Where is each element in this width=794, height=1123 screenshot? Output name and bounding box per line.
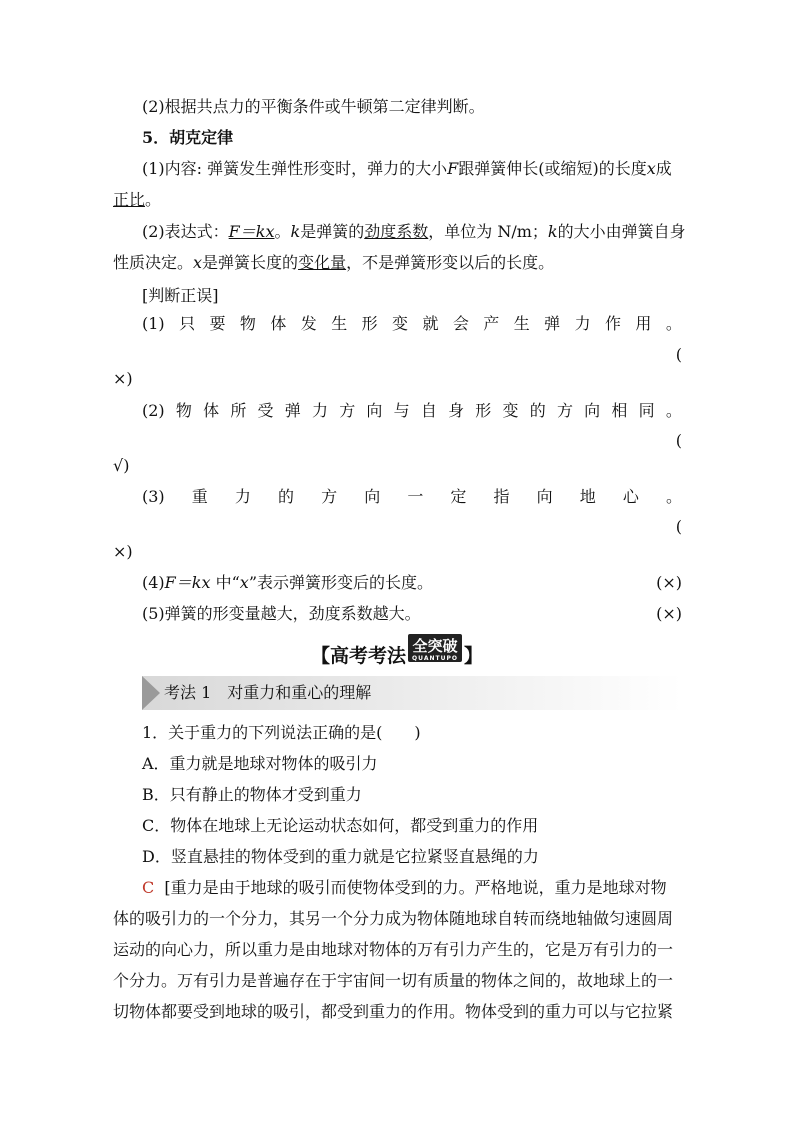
judge-item-2-mark: √) (113, 456, 130, 475)
judge-char: 会 (452, 314, 469, 333)
paragraph-expression-line2 (113, 252, 554, 274)
judge-char: 定 (450, 487, 467, 506)
judge-char: (2) (142, 401, 165, 420)
judge-char: 要 (209, 314, 226, 333)
text: ，不是弹簧形变以后的长度。 (346, 253, 555, 272)
judge-char: 身 (448, 401, 465, 420)
judge-item-5-mark: (×) (656, 604, 682, 623)
blank-answer: 变化量 (298, 253, 347, 272)
answer-line-1 (142, 877, 667, 899)
section-title: 考法 1 对重力和重心的理解 (164, 683, 372, 702)
symbol-k: k (290, 222, 301, 241)
blank-answer: 劲度系数 (364, 222, 429, 241)
formula: F＝kx (228, 222, 275, 241)
judge-char: 受 (257, 401, 274, 420)
option-b: B．只有静止的物体才受到重力 (142, 785, 362, 804)
text: 跟弹簧伸长(或缩短)的长度 (458, 159, 647, 178)
judge-char: 一 (407, 487, 424, 506)
symbol-k: k (547, 222, 558, 241)
option-a: A．重力就是地球对物体的吸引力 (142, 754, 378, 773)
judge-char: 力 (574, 314, 591, 333)
text: ”表示弹簧形变后的长度。 (248, 573, 433, 592)
judge-char: 作 (604, 314, 621, 333)
judge-char: 弹 (284, 401, 301, 420)
judge-char: 体 (203, 401, 220, 420)
judge-char: (3) (142, 487, 165, 506)
judge-char: 方 (556, 401, 573, 420)
symbol-x: x (646, 159, 656, 178)
heading-hooke-law: 5．胡克定律 (142, 128, 234, 147)
judge-char: 心 (622, 487, 639, 506)
judge-char: 变 (502, 401, 519, 420)
text: 是弹簧的 (300, 222, 365, 241)
judge-char: 生 (331, 314, 348, 333)
judge-item-3-mark: ×) (113, 542, 133, 561)
judge-char: 自 (420, 401, 437, 420)
judge-char: 体 (270, 314, 287, 333)
arrow-icon (142, 676, 160, 710)
judge-char: 变 (392, 314, 409, 333)
judge-item-2 (142, 400, 682, 422)
symbol-x: x (193, 253, 203, 272)
judge-title: [判断正误] (142, 286, 219, 305)
judge-char: 指 (493, 487, 510, 506)
text: 。 (274, 222, 291, 241)
banner-badge (408, 634, 462, 662)
badge-text: 全突破 (412, 637, 458, 655)
section-banner (0, 636, 794, 668)
question-stem: 1．关于重力的下列说法正确的是( ) (142, 723, 421, 742)
paragraph-content-line1 (142, 158, 672, 180)
paragraph-expression-line1 (142, 221, 686, 243)
banner-right: 】 (463, 645, 483, 667)
answer-line-2: 体的吸引力的一个分力，其另一个分力成为物体随地球自转而绕地轴做匀速圆周 (113, 909, 674, 928)
judge-item-2-paren: ( (675, 431, 682, 450)
text: (2)表达式： (142, 222, 229, 241)
judge-char: 。 (665, 401, 682, 420)
symbol-x: x (239, 573, 249, 592)
judge-char: 向 (366, 401, 383, 420)
text: ，单位为 N/m； (428, 222, 548, 241)
judge-char: 就 (422, 314, 439, 333)
answer-line-4: 个分力。万有引力是普遍存在于宇宙间一切有质量的物体之间的，故地球上的一 (113, 971, 674, 990)
paragraph-content-line2 (113, 189, 161, 211)
text: 性质决定。 (113, 253, 194, 272)
judge-char: 地 (579, 487, 596, 506)
judge-char: 相 (611, 401, 628, 420)
badge-subtext: QUANTUPO (412, 655, 458, 662)
judge-char: 向 (584, 401, 601, 420)
option-c: C．物体在地球上无论运动状态如何，都受到重力的作用 (142, 816, 539, 835)
judge-char: 形 (361, 314, 378, 333)
judge-char: 物 (175, 401, 192, 420)
judge-item-1-paren: ( (675, 345, 682, 364)
judge-char: 重 (191, 487, 208, 506)
text: 的大小由弹簧自身 (557, 222, 686, 241)
judge-char: 形 (475, 401, 492, 420)
judge-char: 所 (230, 401, 247, 420)
judge-char: 方 (339, 401, 356, 420)
judge-char: 方 (321, 487, 338, 506)
judge-char: 向 (364, 487, 381, 506)
judge-char: 发 (300, 314, 317, 333)
judge-char: 生 (513, 314, 530, 333)
judge-item-1 (142, 313, 682, 335)
judge-char: 。 (665, 314, 682, 333)
judge-char: 弹 (544, 314, 561, 333)
judge-char: 与 (393, 401, 410, 420)
option-d: D．竖直悬挂的物体受到的重力就是它拉紧竖直悬绳的力 (142, 847, 539, 866)
judge-char: 的 (529, 401, 546, 420)
judge-item-1-mark: ×) (113, 369, 133, 388)
judge-char: 力 (234, 487, 251, 506)
judge-item-3-paren: ( (675, 517, 682, 536)
symbol-F: F (447, 159, 459, 178)
judge-char: 产 (483, 314, 500, 333)
judge-char: 物 (239, 314, 256, 333)
text: (4) (142, 573, 165, 592)
text: 成 (655, 159, 672, 178)
blank-answer: 正比 (113, 190, 146, 209)
judge-char: 力 (311, 401, 328, 420)
answer-text: [重力是由于地球的吸引而使物体受到的力。严格地说，重力是地球对物 (164, 878, 667, 897)
judge-item-4-mark: (×) (656, 573, 682, 592)
judge-char: 同 (638, 401, 655, 420)
text: 是弹簧长度的 (202, 253, 299, 272)
text: 中“ (210, 573, 240, 592)
text-line: (2)根据共点力的平衡条件或牛顿第二定律判断。 (142, 97, 485, 116)
text: 。 (145, 190, 162, 209)
answer-line-5: 切物体都要受到地球的吸引，都受到重力的作用。物体受到的重力可以与它拉紧 (113, 1002, 674, 1021)
judge-char: 向 (536, 487, 553, 506)
judge-char: 。 (665, 487, 682, 506)
banner-left: 【高考考法 (311, 645, 407, 667)
judge-item-4 (142, 572, 433, 594)
judge-char: 的 (277, 487, 294, 506)
judge-item-3 (142, 486, 682, 508)
judge-char: 只 (179, 314, 196, 333)
judge-item-5: (5)弹簧的形变量越大，劲度系数越大。 (142, 604, 421, 623)
formula: F＝kx (164, 573, 211, 592)
text: (1)内容: 弹簧发生弹性形变时，弹力的大小 (142, 159, 448, 178)
judge-char: (1) (142, 314, 165, 333)
judge-char: 用 (635, 314, 652, 333)
answer-line-3: 运动的向心力，所以重力是由地球对物体的万有引力产生的，它是万有引力的一 (113, 940, 674, 959)
answer-letter: C (142, 878, 155, 897)
